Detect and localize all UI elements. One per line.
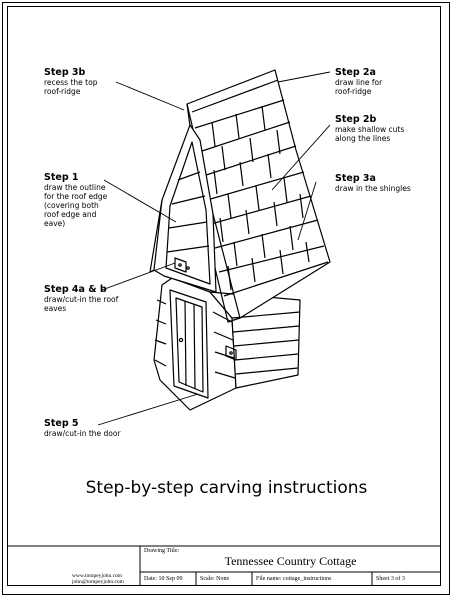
step-desc-line: (covering both [44, 201, 99, 210]
drawing-title: Tennessee Country Cottage [224, 554, 357, 568]
step-desc-line: roof-ridge [44, 87, 81, 96]
sheet-cell: Sheet 3 of 3 [376, 576, 405, 582]
step-desc-line: draw/cut-in the roof [44, 295, 119, 304]
step-3a-callout [335, 173, 411, 193]
step-desc-line: for the roof edge [44, 192, 108, 201]
caption: Step-by-step carving instructions [85, 478, 368, 498]
step-desc-line: along the lines [335, 134, 391, 143]
drawing-title-label: Drawing Title: [144, 548, 180, 554]
step-title: Step 4a & b [44, 284, 107, 295]
step-title: Step 1 [44, 172, 79, 183]
step-title: Step 2a [335, 67, 376, 78]
step-5-callout [44, 418, 121, 438]
step-desc-line: draw/cut-in the door [44, 429, 121, 438]
file-name-cell: File name: cottage_instructions [256, 576, 332, 582]
step-title: Step 2b [335, 114, 377, 125]
leader-step-3b [116, 82, 184, 110]
step-1-callout [44, 172, 107, 228]
step-desc-line: eaves [44, 304, 67, 313]
step-title: Step 5 [44, 418, 79, 429]
step-desc-line: draw the outline [44, 183, 106, 192]
email-text: john@tompeyjohn.com [72, 579, 124, 585]
step-2a-callout [335, 67, 382, 96]
step-desc-line: recess the top [44, 78, 98, 87]
website-text: www.tompeyjohn.com [72, 573, 123, 579]
scale-cell: Scale: None [200, 576, 230, 582]
step-4-callout [44, 284, 118, 313]
step-desc-line: draw line for [335, 78, 383, 87]
step-desc-line: roof edge and [44, 210, 97, 219]
step-2b-callout [335, 114, 404, 143]
leader-step-2a [278, 72, 330, 82]
step-desc-line: eave) [44, 219, 66, 228]
step-3b-callout [44, 67, 97, 96]
step-title: Step 3a [335, 173, 376, 184]
step-title: Step 3b [44, 67, 86, 78]
step-desc-line: draw in the shingles [335, 184, 411, 193]
step-desc-line: make shallow cuts [335, 125, 405, 134]
date-cell: Date: 10 Sep 09 [144, 576, 183, 582]
step-desc-line: roof-ridge [335, 87, 372, 96]
